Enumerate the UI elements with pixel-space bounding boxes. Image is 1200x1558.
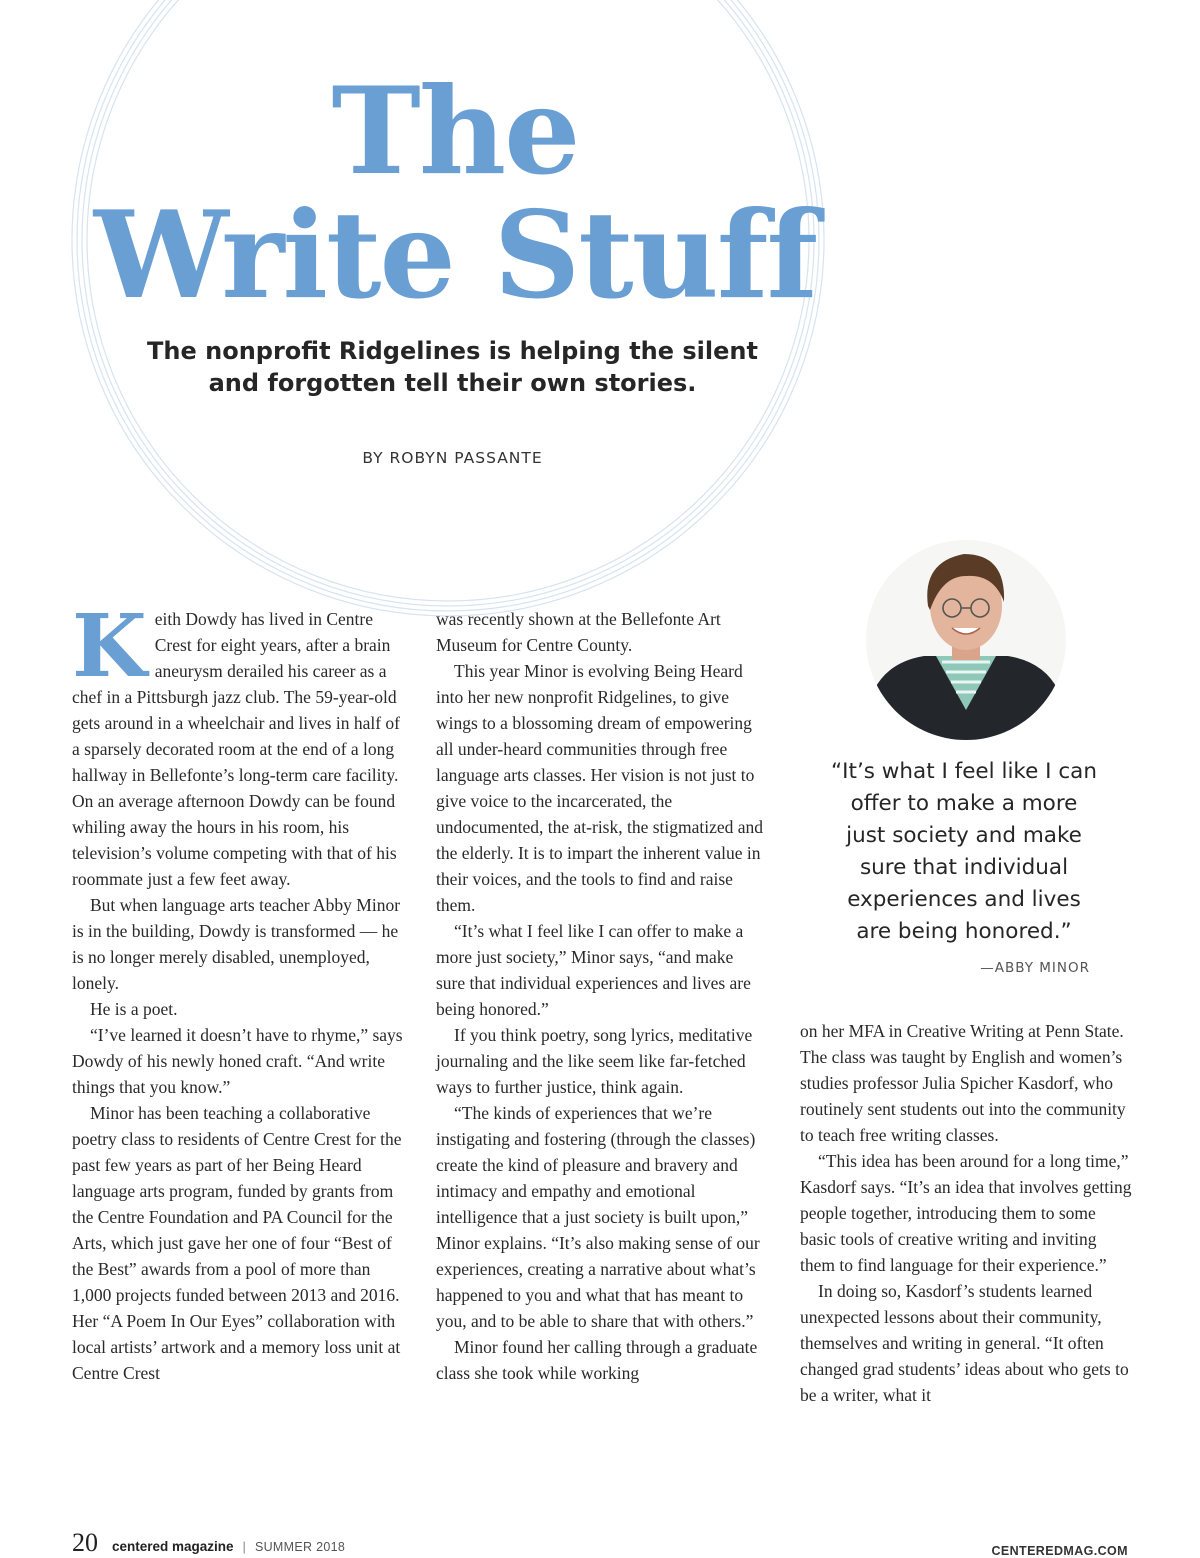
- paragraph-5-continued: was recently shown at the Bellefonte Art Museum for Centre County.: [436, 609, 721, 655]
- paragraph-3: He is a poet.: [90, 999, 178, 1019]
- pull-quote: [818, 756, 1110, 948]
- page-number: 20: [72, 1528, 98, 1557]
- page-footer: [72, 1528, 345, 1558]
- pull-quote-line: experiences and lives: [847, 887, 1081, 912]
- paragraph-8: If you think poetry, song lyrics, meditative journaling and the like seem like far-fetched ways to further justice, think again.: [436, 1025, 753, 1097]
- paragraph-5: Minor has been teaching a collaborative poetry class to residents of Centre Crest for the past few years as part of her Being Heard language arts program, funded by grants from the Centre Foundation and PA Council for the Arts, which just gave her one of four “Best of the Best” awards from a pool of more than 1,000 projects funded between 2013 and 2016. Her “A Poem In Our Eyes” collaboration with local artists’ artwork and a memory loss unit at Centre Crest: [72, 1103, 402, 1383]
- article-title: [40, 61, 870, 326]
- paragraph-10-continued: on her MFA in Creative Writing at Penn State. The class was taught by English and women’s studies professor Julia Spicher Kasdorf, who routinely sent students out into the community to teach free writing classes.: [800, 1021, 1126, 1145]
- paragraph-9: “The kinds of experiences that we’re instigating and fostering (through the classes) create the kind of pleasure and bravery and intimacy and empathy and emotional intelligence that a just society is built upon,” Minor explains. “It’s also making sense of our experiences, creating a narrative about what’s happened to you and what that has meant to you, and to be able to share that with others.”: [436, 1103, 760, 1331]
- paragraph-12: In doing so, Kasdorf’s students learned unexpected lessons about their community, themselves and writing in general. “It often changed grad students’ ideas about who gets to be a writer, what it: [800, 1281, 1129, 1405]
- paragraph-6: This year Minor is evolving Being Heard into her new nonprofit Ridgelines, to give wings to a blossoming dream of empowering all under-heard communities through free language arts classes. Her vision is not just to give voice to the incarcerated, the undocumented, the at-risk, the stigmatized and the elderly. It is to impart the inherent value in their voices, and the tools to find and raise them.: [436, 661, 764, 915]
- title-line-2: Write Stuff: [93, 185, 817, 326]
- subtitle-line-2: and forgotten tell their own stories.: [208, 369, 697, 397]
- paragraph-1-text: eith Dowdy has lived in Centre Crest for eight years, after a brain aneurysm derailed his career as a chef in a Pittsburgh jazz club. The 59-year-old gets around in a wheelchair and lives in half of a sparsely decorated room at the end of a long hallway in Bellefonte’s long-term care facility. On an average afternoon Dowdy can be found whiling away the hours in his room, his television’s volume competing with that of his roommate just a few feet away.: [72, 609, 401, 889]
- article-subtitle: [100, 335, 805, 399]
- pull-quote-line: sure that individual: [859, 855, 1069, 880]
- footer-separator: |: [242, 1539, 246, 1554]
- paragraph-10: Minor found her calling through a graduate class she took while working: [436, 1337, 758, 1383]
- paragraph-7: “It’s what I feel like I can offer to make a more just society,” Minor says, “and make sure that individual experiences and lives are being honored.”: [436, 921, 751, 1019]
- pull-quote-line: are being honored.”: [856, 919, 1072, 944]
- article-column-1: [72, 596, 405, 1386]
- pull-quote-attribution: —ABBY MINOR: [980, 960, 1090, 976]
- title-line-1: The: [331, 61, 579, 202]
- paragraph-11: “This idea has been around for a long time,” Kasdorf says. “It’s an idea that involves getting people together, introducing them to some basic tools of creative writing and inviting them to find language for their experience.”: [800, 1151, 1132, 1275]
- paragraph-1: [72, 596, 405, 892]
- paragraph-2: But when language arts teacher Abby Minor is in the building, Dowdy is transformed — he is no longer merely disabled, unemployed, lonely.: [72, 895, 401, 993]
- paragraph-4: “I’ve learned it doesn’t have to rhyme,” says Dowdy of his newly honed craft. “And write things that you know.”: [72, 1025, 403, 1097]
- subtitle-line-1: The nonprofit Ridgelines is helping the silent: [147, 337, 758, 365]
- pull-quote-line: just society and make: [846, 823, 1082, 848]
- drop-cap: K: [72, 596, 147, 697]
- pull-quote-line: “It’s what I feel like I can: [831, 759, 1097, 784]
- pull-quote-line: offer to make a more: [850, 791, 1078, 816]
- article-column-2: [436, 606, 766, 1386]
- article-column-3: [800, 1018, 1135, 1408]
- portrait-photo: [866, 540, 1066, 740]
- byline: BY ROBYN PASSANTE: [362, 449, 543, 467]
- magazine-name: centered magazine: [112, 1539, 234, 1554]
- website-link[interactable]: CENTEREDMAG.COM: [991, 1544, 1128, 1558]
- issue-date: SUMMER 2018: [254, 1540, 346, 1554]
